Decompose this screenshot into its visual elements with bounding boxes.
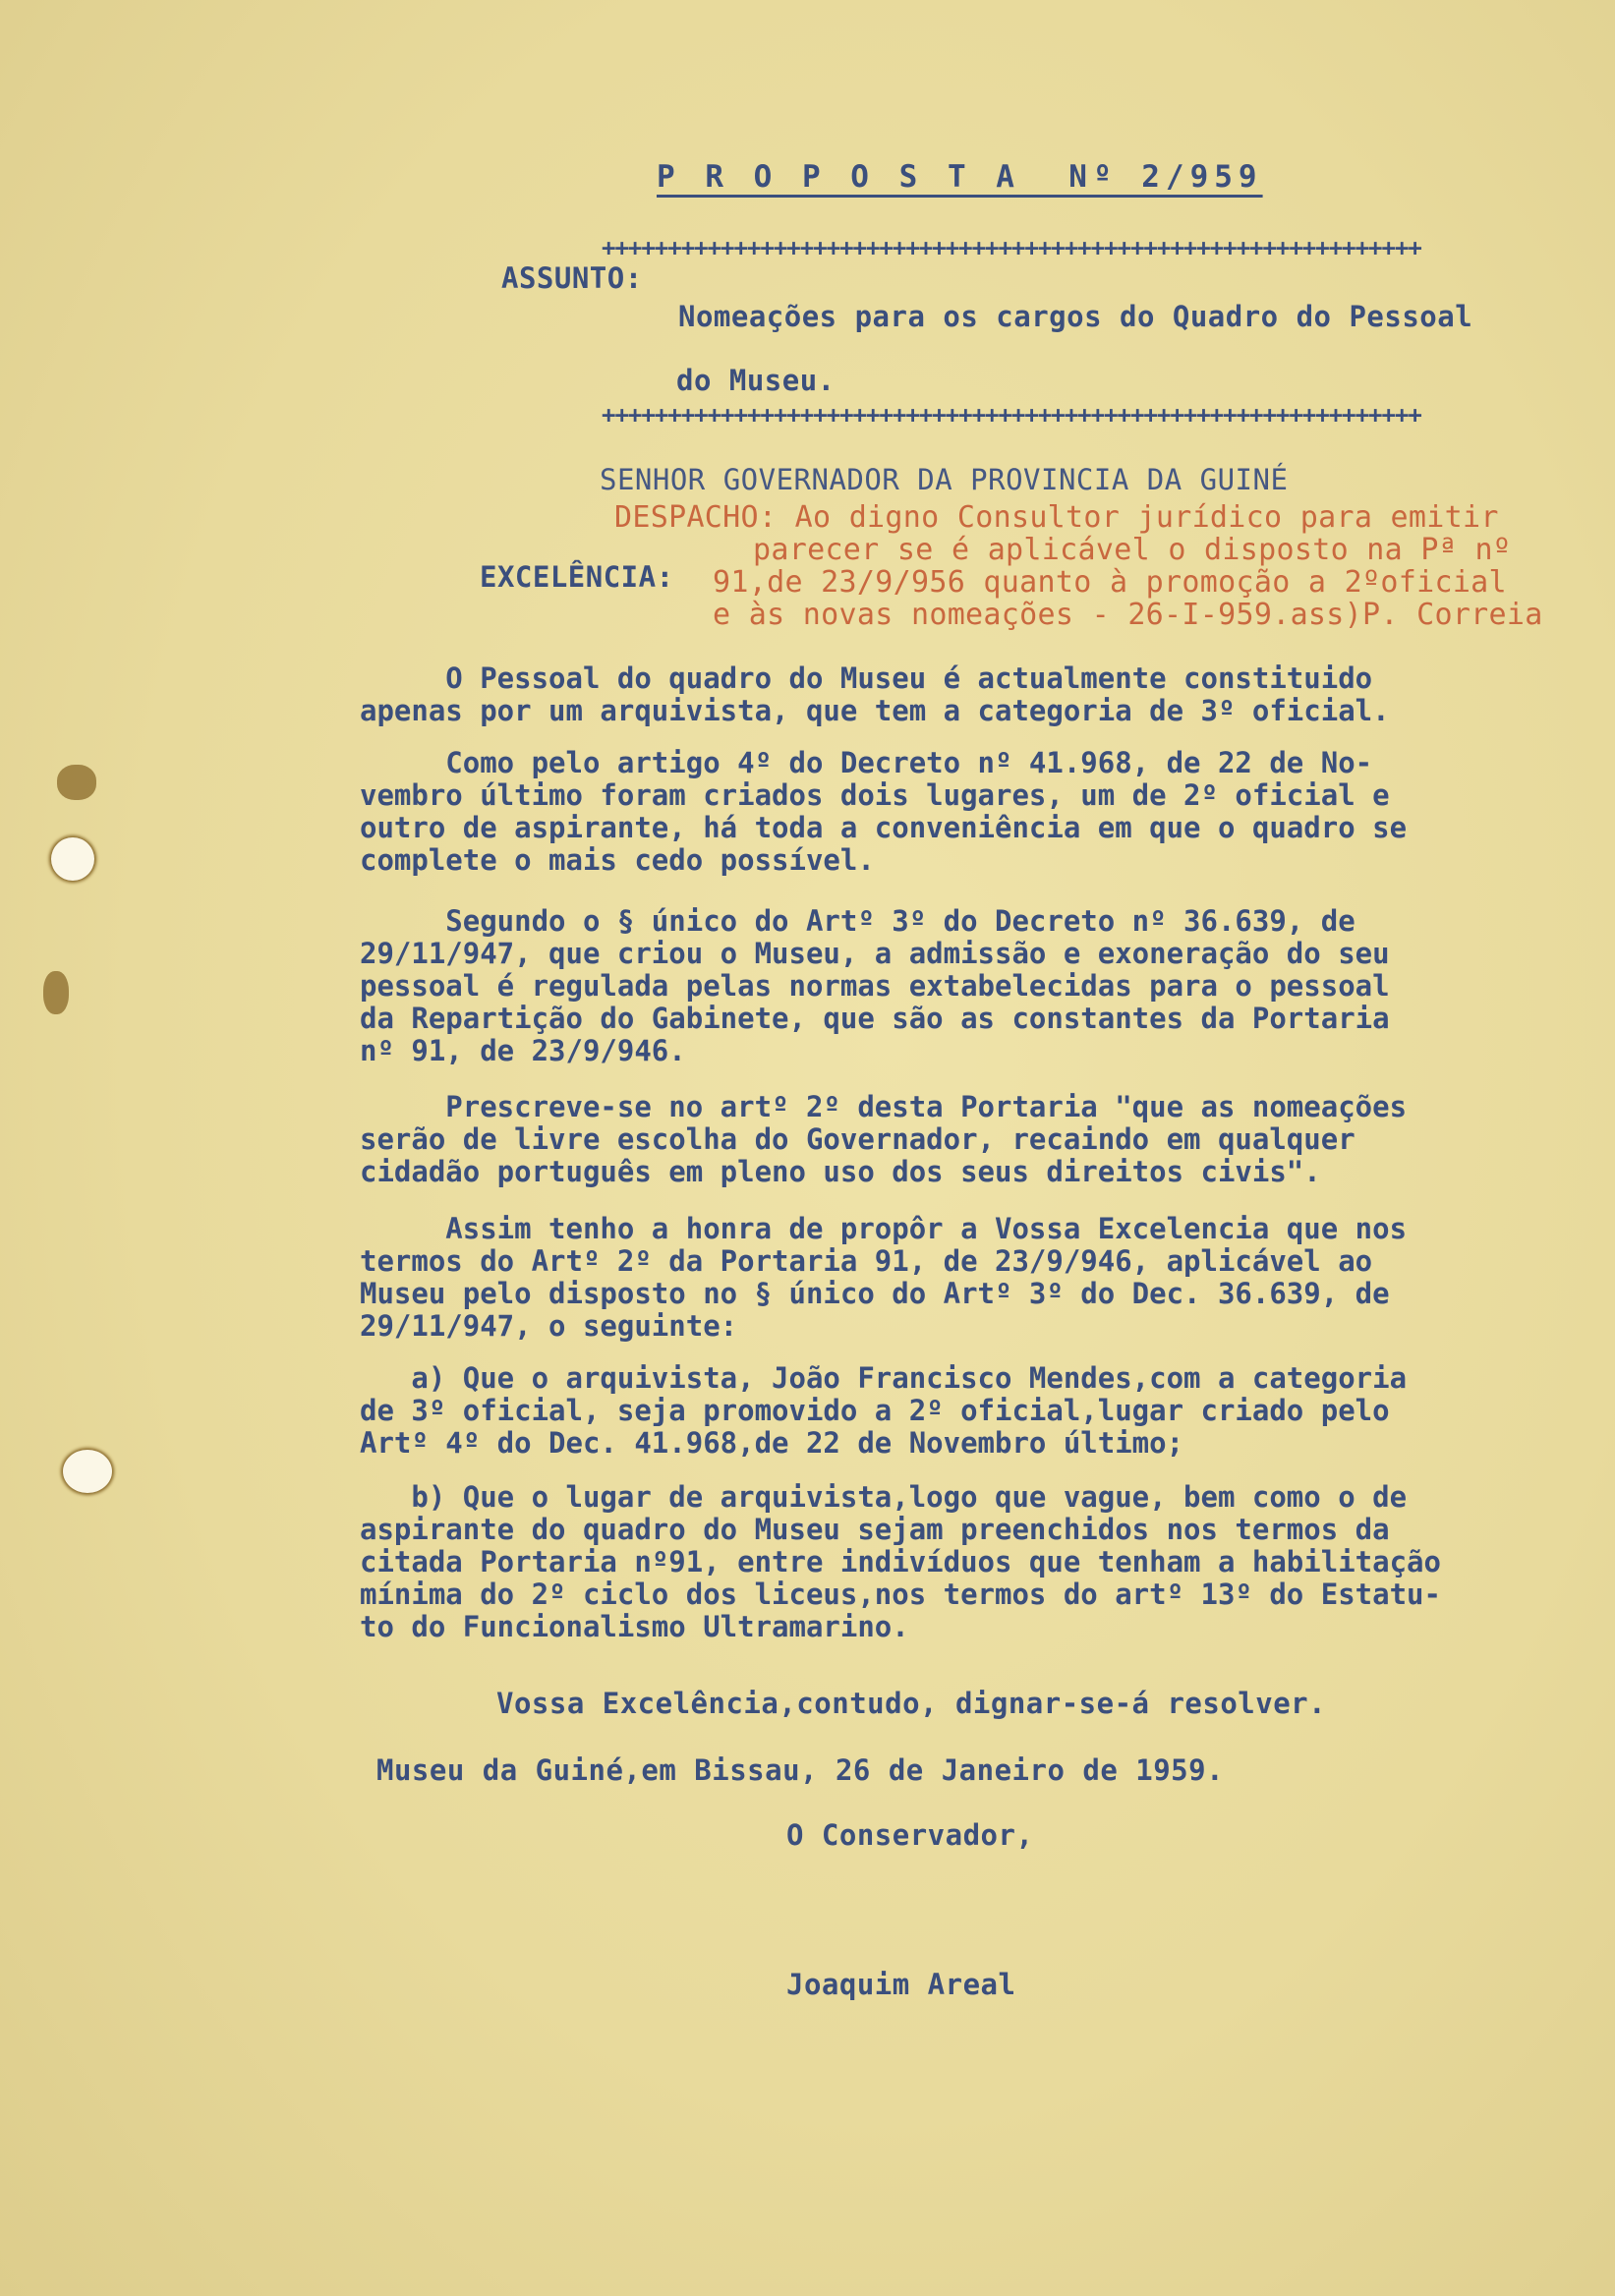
despacho-line-1: DESPACHO: Ao digno Consultor jurídico para emitir [614, 500, 1499, 535]
separator-top: ++++++++++++++++++++++++++++++++++++++++++++++++++++++++++++++ [602, 234, 1421, 261]
place-date: Museu da Guiné,em Bissau, 26 de Janeiro de 1959. [376, 1753, 1225, 1787]
punch-hole-2 [63, 1450, 112, 1493]
assunto-line-2: do Museu. [676, 364, 836, 397]
assunto-label: ASSUNTO: [501, 261, 643, 295]
signer-name: Joaquim Areal [786, 1968, 1016, 2001]
paragraph-3: Segundo o § único do Artº 3º do Decreto nº 36.639, de 29/11/947, que criou o Museu, a admissão e exoneração do seu pessoal é regulada pelas normas extabelecidas para o pessoal da Repartição do Gabinete, que são as constantes da Portaria nº 91, de 23/9/946. [360, 904, 1390, 1067]
rust-stain-1 [57, 765, 96, 800]
addressee: SENHOR GOVERNADOR DA PROVINCIA DA GUINÉ [600, 463, 1289, 496]
despacho-line-3: 91,de 23/9/956 quanto à promoção a 2ºoficial [713, 565, 1507, 600]
paragraph-1: O Pessoal do quadro do Museu é actualmente constituido apenas por um arquivista, que tem a categoria de 3º oficial. [360, 661, 1390, 727]
assunto-line-1: Nomeações para os cargos do Quadro do Pessoal [678, 300, 1473, 333]
paragraph-2: Como pelo artigo 4º do Decreto nº 41.968, de 22 de No- vembro último foram criados dois lugares, um de 2º oficial e outro de aspirante, há toda a conveniência em que o quadro se complete o mais cedo possível. [360, 746, 1408, 877]
paragraph-a: a) Que o arquivista, João Francisco Mendes,com a categoria de 3º oficial, seja promovido a 2º oficial,lugar criado pelo Artº 4º do Dec. 41.968,de 22 de Novembro último; [360, 1361, 1408, 1460]
closing-line: Vossa Excelência,contudo, dignar-se-á resolver. [496, 1687, 1327, 1720]
document-title: P R O P O S T A Nº 2/959 [657, 159, 1263, 195]
signer-role: O Conservador, [786, 1818, 1034, 1852]
separator-bottom: ++++++++++++++++++++++++++++++++++++++++++++++++++++++++++++++ [602, 401, 1421, 429]
paragraph-4: Prescreve-se no artº 2º desta Portaria "que as nomeações serão de livre escolha do Governador, recaindo em qualquer cidadão português em pleno uso dos seus direitos civis". [360, 1090, 1408, 1188]
punch-hole-1 [51, 837, 94, 881]
despacho-line-4: e às novas nomeações - 26-I-959.ass)P. Correia [713, 598, 1543, 632]
despacho-line-2: parecer se é aplicável o disposto na Pª nº [753, 533, 1512, 567]
rust-stain-2 [43, 971, 69, 1014]
paragraph-b: b) Que o lugar de arquivista,logo que vague, bem como o de aspirante do quadro do Museu sejam preenchidos nos termos da citada Portaria nº91, entre indivíduos que tenham a habilitação mínima do 2º ciclo dos liceus,nos termos do artº 13º do Estatu- to do Funcionalismo Ultramarino. [360, 1480, 1441, 1643]
paragraph-5: Assim tenho a honra de propôr a Vossa Excelencia que nos termos do Artº 2º da Portaria 91, de 23/9/946, aplicável ao Museu pelo disposto no § único do Artº 3º do Dec. 36.639, de 29/11/947, o seguinte: [360, 1212, 1408, 1343]
excelencia-label: EXCELÊNCIA: [480, 560, 674, 594]
